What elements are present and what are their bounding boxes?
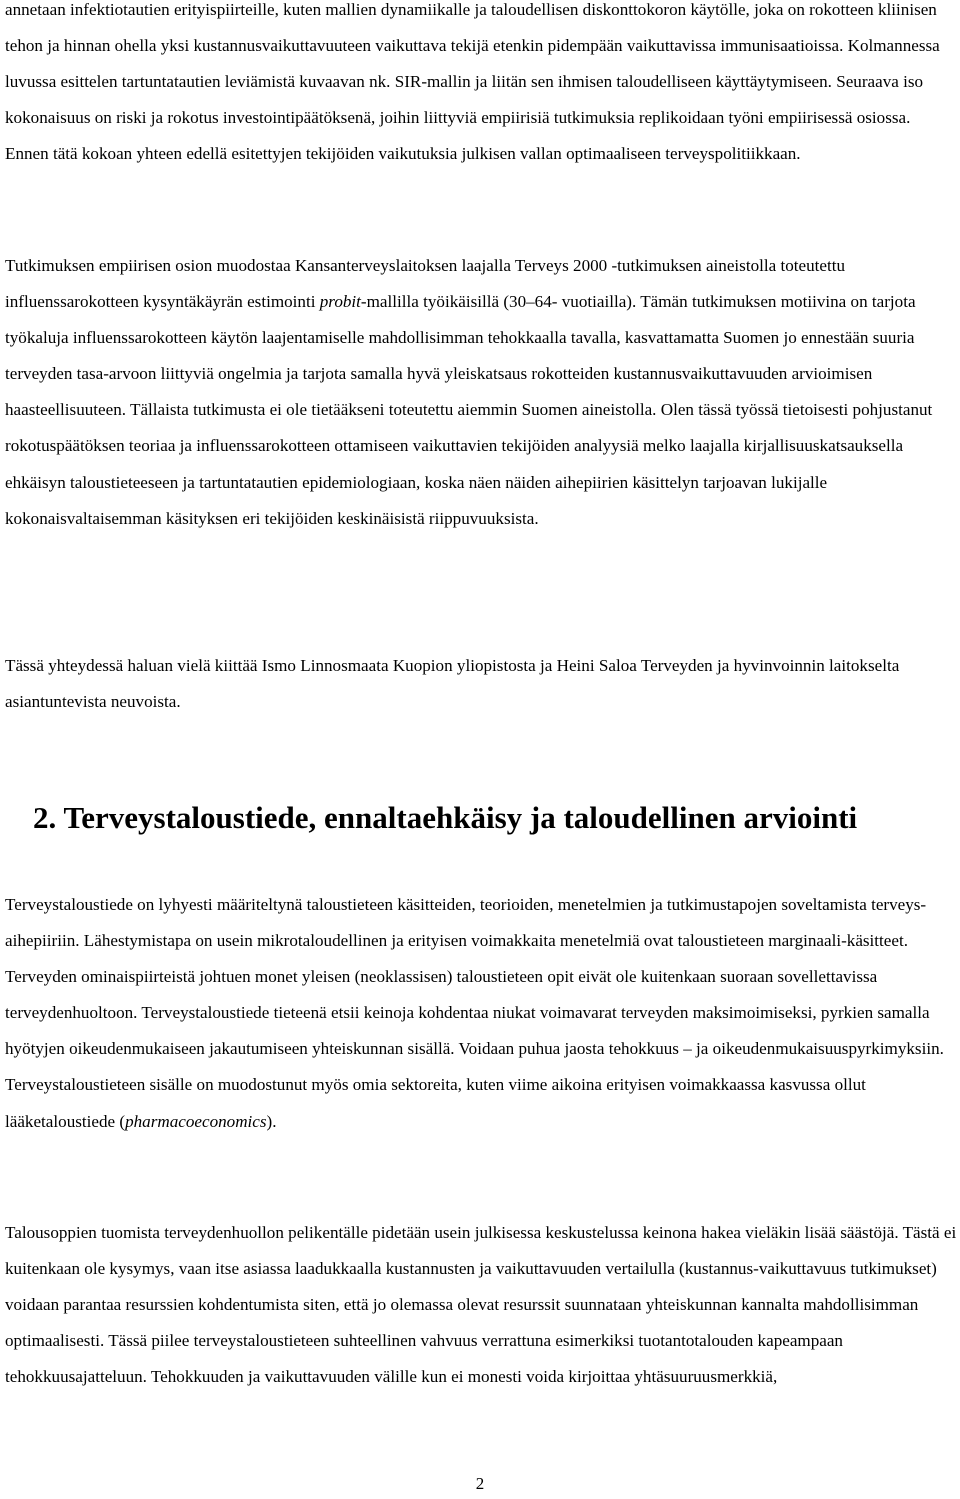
paragraph-text: annetaan infektiotautien erityispiirteille, kuten mallien dynamiikalle ja taloudellisen diskonttokoron käytölle, joka on rokotteen kliinisen tehon ja hinnan ohella yksi kustannusvaikuttavuuteen vaikuttava tekijä etenkin pidempään vaikuttavissa immunisaatioissa. Kolmannessa luvussa esittelen tartuntatautien leviämistä kuvaavan nk. SIR-mallin ja liitän sen ihmisen taloudelliseen käyttäytymiseen. Seuraava iso kokonaisuus on riski ja rokotus investointipäätöksenä, joihin liittyviä empiirisiä tutkimuksia replikoidaan työni empiirisessä osiossa. Ennen tätä kokoan yhteen edellä esitettyjen tekijöiden vaikutuksia julkisen vallan optimaaliseen terveyspolitiikkaan. xyxy=(5,0,940,164)
page-number: 2 xyxy=(475,1474,485,1493)
paragraph-text-part: -mallilla työikäisillä (30–64- vuotiailla). Tämän tutkimuksen motiivina on tarjota työkaluja influenssarokotteen käytön laajentamiselle mahdollisimman tehokkaalla tavalla, kasvattamatta Suomen jo ennestään suuria terveyden tasa-arvoon liittyviä ongelmia ja tarjota samalla hyvä yleiskatsaus rokotteiden kustannusvaikuttavuuden arvioimisen haasteellisuuteen. Tällaista tutkimusta ei ole tietääkseni toteutettu aiemmin Suomen aineistolla. Olen tässä työssä tietoisesti pohjustanut rokotuspäätöksen teoriaa ja influenssarokotteen ottamiseen vaikuttavien tekijöiden analyysiä melko laajalla kirjallisuuskatsauksella ehkäisyn taloustieteeseen ja tartuntatautien epidemiologiaan, koska näen näiden aihepiirien käsittelyn tarjoavan lukijalle kokonaisvaltaisemman käsityksen eri tekijöiden keskinäisistä riippuvuuksista. xyxy=(5,292,933,528)
section-heading: 2. Terveystaloustiede, ennaltaehkäisy ja taloudellinen arviointi xyxy=(33,800,858,835)
italic-term-probit: probit xyxy=(319,292,361,312)
intro-paragraph-continued xyxy=(5,0,957,172)
paragraph-text-part: Terveystaloustiede on lyhyesti määriteltynä taloustieteen käsitteiden, teorioiden, menetelmien ja tutkimustapojen soveltamista terveys-aihepiiriin. Lähestymistapa on usein mikrotaloudellinen ja erityisen voimakkaita menetelmiä ovat taloustieteen marginaali-käsitteet. Terveyden ominaispiirteistä johtuen monet yleisen (neoklassisen) taloustieteen opit eivät ole kuitenkaan suoraan sovellettavissa terveydenhuoltoon. Terveystaloustiede tieteenä etsii keinoja kohdentaa niukat voimavarat terveyden maksimoimiseksi, pyrkien samalla hyötyjen oikeudenmukaiseen jakautumiseen yhteiskunnan sisällä. Voidaan puhua jaosta tehokkuus – ja oikeudenmukaisuuspyrkimyksiin. Terveystaloustieteen sisälle on muodostunut myös omia sektoreita, kuten viime aikoina erityisen voimakkaassa kasvussa ollut lääketaloustiede ( xyxy=(5,895,944,1131)
paragraph-text-part: Tutkimuksen empiirisen osion muodostaa Kansanterveyslaitoksen laajalla Terveys 2000 -tutkimuksen aineistolla toteutettu influenssarokotteen kysyntäkäyrän estimointi xyxy=(5,256,846,312)
acknowledgement-paragraph xyxy=(5,648,957,720)
economics-in-healthcare-paragraph xyxy=(5,1215,957,1395)
health-economics-definition-paragraph xyxy=(5,887,957,1140)
paragraph-text: Tässä yhteydessä haluan vielä kiittää Ismo Linnosmaata Kuopion yliopistosta ja Heini Saloa Terveyden ja hyvinvoinnin laitokselta asiantuntevista neuvoista. xyxy=(5,656,900,712)
paragraph-text: Talousoppien tuomista terveydenhuollon pelikentälle pidetään usein julkisessa keskustelussa keinona hakea vieläkin lisää säästöjä. Tästä ei kuitenkaan ole kysymys, vaan itse asiassa laadukkaalla kustannusten ja vaikuttavuuden vertailulla (kustannus-vaikuttavuus tutkimukset) voidaan parantaa resurssien kohdentumista siten, että jo olemassa olevat resurssit suunnataan yhteiskunnan kannalta mahdollisimman optimaalisesti. Tässä piilee terveystaloustieteen suhteellinen vahvuus verrattuna esimerkiksi tuotantotalouden kapeampaan tehokkuusajatteluun. Tehokkuuden ja vaikuttavuuden välille kun ei monesti voida kirjoittaa yhtäsuuruusmerkkiä, xyxy=(5,1223,957,1387)
empirical-section-paragraph xyxy=(5,248,957,537)
italic-term-pharmacoeconomics: pharmacoeconomics xyxy=(125,1111,267,1131)
paragraph-text-part: ). xyxy=(266,1111,277,1131)
